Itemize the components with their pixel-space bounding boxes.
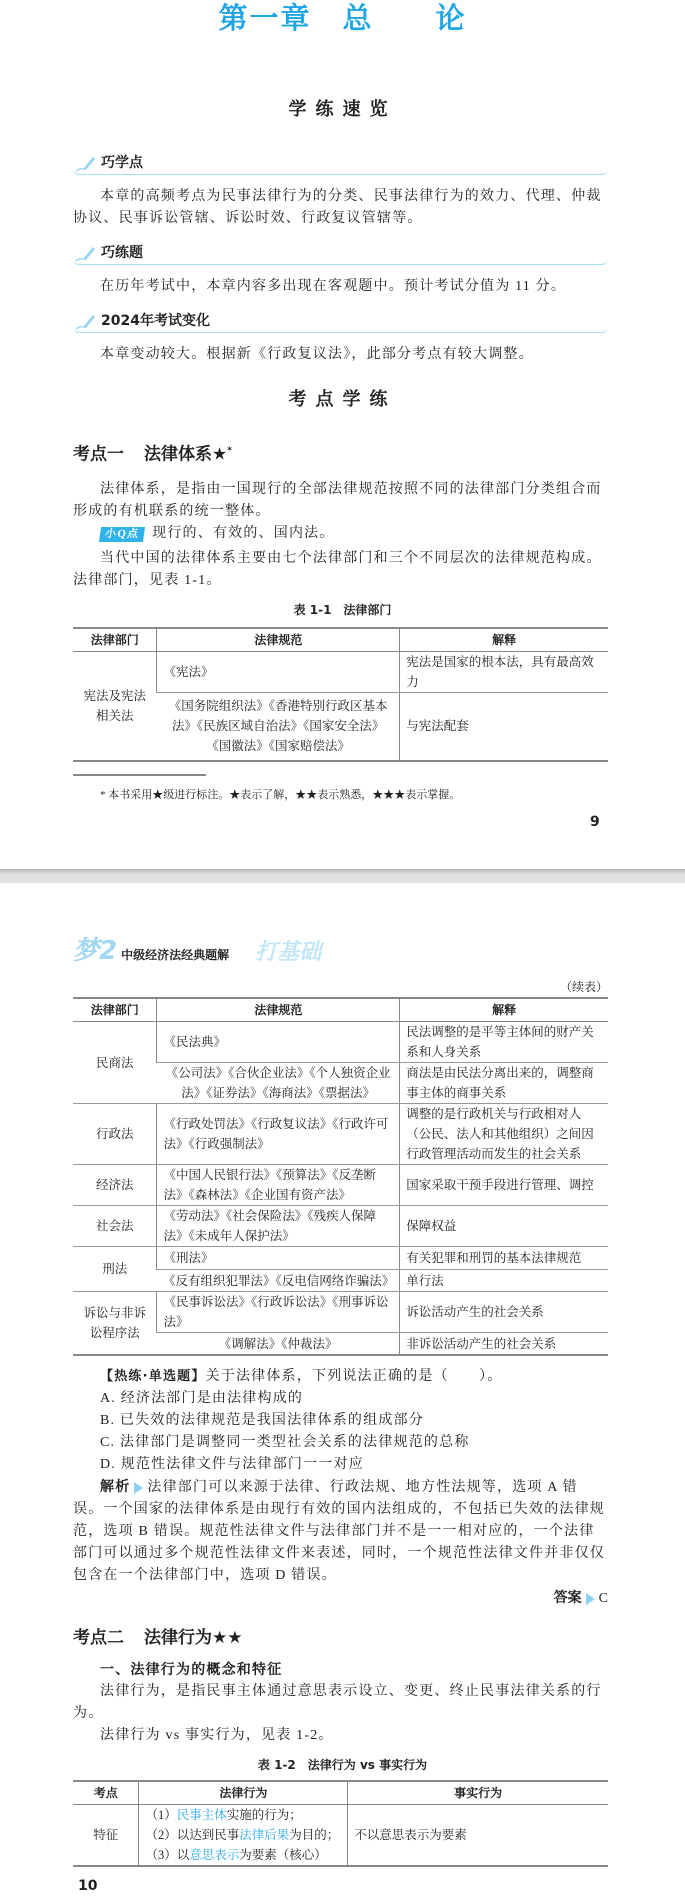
section-heading	[73, 242, 608, 265]
explanation-cell: 诉讼活动产生的社会关系	[400, 1292, 608, 1333]
feature-text: （1）	[145, 1808, 177, 1822]
column-header: 考点	[73, 1781, 139, 1805]
page-number: 10	[78, 1878, 98, 1894]
section-text: 本章的高频考点为民事法律行为的分类、民事法律行为的效力、代理、仲裁协议、民事诉讼管辖、诉讼时效、行政复议管辖等。	[73, 189, 602, 226]
factual-act-cell: 不以意思表示为要素	[348, 1805, 608, 1867]
highlighted-term: 民事主体	[176, 1808, 227, 1822]
column-header: 事实行为	[348, 1781, 608, 1805]
column-header: 法律部门	[73, 628, 157, 652]
quiz-option-a: A. 经济法部门是由法律构成的	[100, 1391, 304, 1406]
section-heading-text: 2024年考试变化	[101, 313, 210, 329]
analysis-label: 解析	[100, 1479, 131, 1495]
arrow-icon	[586, 1593, 595, 1605]
point1-body	[73, 479, 608, 592]
quiz-question-text: 关于法律体系，下列说法正确的是（ ）。	[205, 1369, 503, 1384]
department-cell: 经济法	[73, 1165, 157, 1206]
department-cell: 民商法	[73, 1022, 157, 1104]
section-heading	[73, 310, 608, 333]
table-row	[73, 1165, 608, 1206]
table1	[73, 627, 685, 762]
norms-cell: 《民事诉讼法》《行政诉讼法》《刑事诉讼法》	[157, 1292, 400, 1333]
column-header: 法律部门	[73, 998, 157, 1022]
table1-continued	[73, 997, 685, 1356]
feature-text: （3）以	[145, 1848, 190, 1862]
point-label: 考点一	[73, 444, 124, 465]
department-cell: 宪法及宪法相关法	[73, 651, 157, 761]
column-header: 法律规范	[157, 628, 400, 652]
running-header	[73, 935, 685, 971]
header-book-title: 中级经济法经典题解	[121, 948, 230, 962]
norms-cell: 《宪法》	[157, 651, 400, 692]
table-row	[73, 1206, 608, 1247]
paragraph: 法律行为 vs 事实行为，见表 1-2。	[100, 1728, 334, 1743]
table-header-row	[73, 1781, 608, 1805]
explanation-cell: 单行法	[400, 1270, 608, 1292]
table-header-row	[73, 998, 608, 1022]
table-row	[73, 1022, 608, 1063]
table-row	[73, 1292, 608, 1333]
department-cell: 社会法	[73, 1206, 157, 1247]
paragraph: 法律体系，是指由一国现行的全部法律规范按照不同的法律部门分类组合而形成的有机联系的统一整体。	[73, 481, 602, 519]
footnote-rule	[73, 774, 206, 776]
explanation-cell: 宪法是国家的根本法，具有最高效力	[400, 651, 608, 692]
footnote: * 本书采用★级进行标注。★表示了解，★★表示熟悉，★★★表示掌握。	[100, 788, 461, 801]
answer-value: C	[598, 1591, 608, 1606]
department-cell: 诉讼与非诉讼程序法	[73, 1292, 157, 1356]
norms-cell: 《行政处罚法》《行政复议法》《行政许可法》《行政强制法》	[157, 1104, 400, 1165]
feature-line	[145, 1805, 341, 1825]
q-note	[73, 523, 608, 545]
paragraph: 当代中国的法律体系主要由七个法律部门和三个不同层次的法律规范构成。法律部门，见表 1-1。	[73, 550, 602, 588]
law-departments-table-continued	[73, 997, 608, 1356]
section-heading-text: 巧练题	[101, 245, 143, 261]
answer-label: 答案	[553, 1590, 582, 1606]
pen-icon	[75, 314, 95, 330]
norms-cell: 《公司法》《合伙企业法》《个人独资企业法》《证券法》《海商法》《票据法》	[157, 1063, 400, 1104]
point-label: 考点二	[73, 1628, 124, 1648]
explanation-cell: 国家采取干预手段进行管理、调控	[400, 1165, 608, 1206]
highlighted-term: 意思表示	[189, 1848, 240, 1862]
point-title: 法律行为★★	[144, 1628, 243, 1648]
pen-icon	[75, 246, 95, 262]
feature-text: （2）以达到民事	[145, 1828, 240, 1842]
q-badge: 小Q点	[99, 527, 145, 542]
page-10	[0, 935, 685, 1895]
section-study-points	[73, 152, 608, 230]
pen-icon	[75, 156, 95, 172]
quiz-option-c: C. 法律部门是调整同一类型社会关系的法律规范的总称	[100, 1435, 470, 1450]
legal-act-cell	[139, 1805, 348, 1867]
highlighted-term: 法律后果	[239, 1828, 290, 1842]
quiz-answer	[73, 1587, 608, 1610]
feature-line	[145, 1825, 341, 1845]
legal-vs-factual-act-table	[73, 1780, 608, 1867]
section-text: 本章变动较大。根据新《行政复议法》，此部分考点有较大调整。	[100, 347, 534, 362]
column-header: 法律规范	[157, 998, 400, 1022]
table2-caption: 表 1-2 法律行为 vs 事实行为	[257, 1758, 428, 1772]
feature-line	[145, 1845, 341, 1865]
table-row	[73, 651, 608, 692]
explanation-cell: 保障权益	[400, 1206, 608, 1247]
table2	[73, 1780, 685, 1867]
table-header-row	[73, 628, 608, 652]
quiz-question	[73, 1366, 608, 1388]
feature-text: 为目的；	[289, 1828, 340, 1842]
explanation-cell: 商法是由民法分离出来的，调整商事主体的商事关系	[400, 1063, 608, 1104]
point2-heading	[73, 1626, 685, 1650]
section-heading	[73, 152, 608, 175]
norms-cell: 《中国人民银行法》《预算法》《反垄断法》《森林法》《企业国有资产法》	[157, 1165, 400, 1206]
norms-cell: 《刑法》	[157, 1247, 400, 1270]
chapter-title: 第一章 总 论	[218, 1, 467, 35]
point-title: 法律体系★	[144, 444, 228, 465]
practice-title: 考点学练	[288, 389, 397, 410]
analysis-text: 法律部门可以来源于法律、行政法规、地方性法规等，选项 A 错误。一个国家的法律体系是由现行有效的国内法组成的，不包括已失效的法律规范，选项 B 错误。规范性法律文件与法律部门并不是一一相对应的，一个法律部门可以通过多个规范性法律文件来表述，同时，一个规范性法律文件并非仅仅包含在一个法律部门中，选项 D 错误。	[73, 1480, 605, 1583]
norms-cell: 《反有组织犯罪法》《反电信网络诈骗法》	[157, 1270, 400, 1292]
department-cell: 行政法	[73, 1104, 157, 1165]
footnote-mark: *	[227, 446, 232, 456]
page-number: 9	[590, 813, 600, 830]
explanation-cell: 调整的是行政机关与行政相对人（公民、法人和其他组织）之间因行政管理活动而发生的社会关系	[400, 1104, 608, 1165]
law-departments-table	[73, 627, 608, 762]
point-cell: 特征	[73, 1805, 139, 1867]
quiz-option-d: D. 规范性法律文件与法律部门一一对应	[100, 1457, 364, 1472]
explanation-cell: 有关犯罪和刑罚的基本法律规范	[400, 1247, 608, 1270]
table1-caption: 表 1-1 法律部门	[293, 602, 392, 617]
header-tag: 打基础	[255, 940, 322, 965]
table-row	[73, 1104, 608, 1165]
point2-body	[73, 1659, 608, 1747]
header-logo: 梦2	[73, 936, 118, 966]
column-header: 解释	[400, 998, 608, 1022]
table-row	[73, 1247, 608, 1270]
q-text: 现行的、有效的、国内法。	[152, 525, 335, 541]
column-header: 法律行为	[139, 1781, 348, 1805]
quiz	[73, 1366, 608, 1610]
quiz-option-b: B. 已失效的法律规范是我国法律体系的组成部分	[100, 1413, 424, 1428]
explanation-cell: 非诉讼活动产生的社会关系	[400, 1333, 608, 1356]
norms-cell: 《调解法》《仲裁法》	[157, 1333, 400, 1356]
section-changes	[73, 310, 608, 366]
section-practice	[73, 242, 608, 298]
overview-title: 学练速览	[288, 99, 397, 120]
norms-cell: 《国务院组织法》《香港特别行政区基本法》《民族区域自治法》《国家安全法》《国徽法》《国家赔偿法》	[157, 692, 400, 761]
explanation-cell: 与宪法配套	[400, 692, 608, 761]
department-cell: 刑法	[73, 1247, 157, 1292]
arrow-icon	[134, 1482, 143, 1494]
quiz-label: 【热练·单选题】	[100, 1369, 206, 1384]
paragraph: 法律行为，是指民事主体通过意思表示设立、变更、终止民事法律关系的行为。	[73, 1684, 602, 1721]
page-9	[0, 0, 685, 869]
section-heading-text: 巧学点	[101, 155, 143, 171]
table-row	[73, 1805, 608, 1867]
feature-text: 实施的行为；	[226, 1808, 302, 1822]
explanation-cell: 民法调整的是平等主体间的财产关系和人身关系	[400, 1022, 608, 1063]
continued-label: （续表）	[559, 980, 608, 994]
norms-cell: 《民法典》	[157, 1022, 400, 1063]
point1-heading	[73, 439, 685, 467]
subheading: 一、法律行为的概念和特征	[100, 1662, 283, 1678]
feature-text: 为要素（核心）	[239, 1848, 327, 1862]
norms-cell: 《劳动法》《社会保险法》《残疾人保障法》《未成年人保护法》	[157, 1206, 400, 1247]
page-separator	[0, 869, 685, 883]
quiz-analysis	[73, 1476, 608, 1587]
column-header: 解释	[400, 628, 608, 652]
section-text: 在历年考试中，本章内容多出现在客观题中。预计考试分值为 11 分。	[100, 279, 567, 294]
